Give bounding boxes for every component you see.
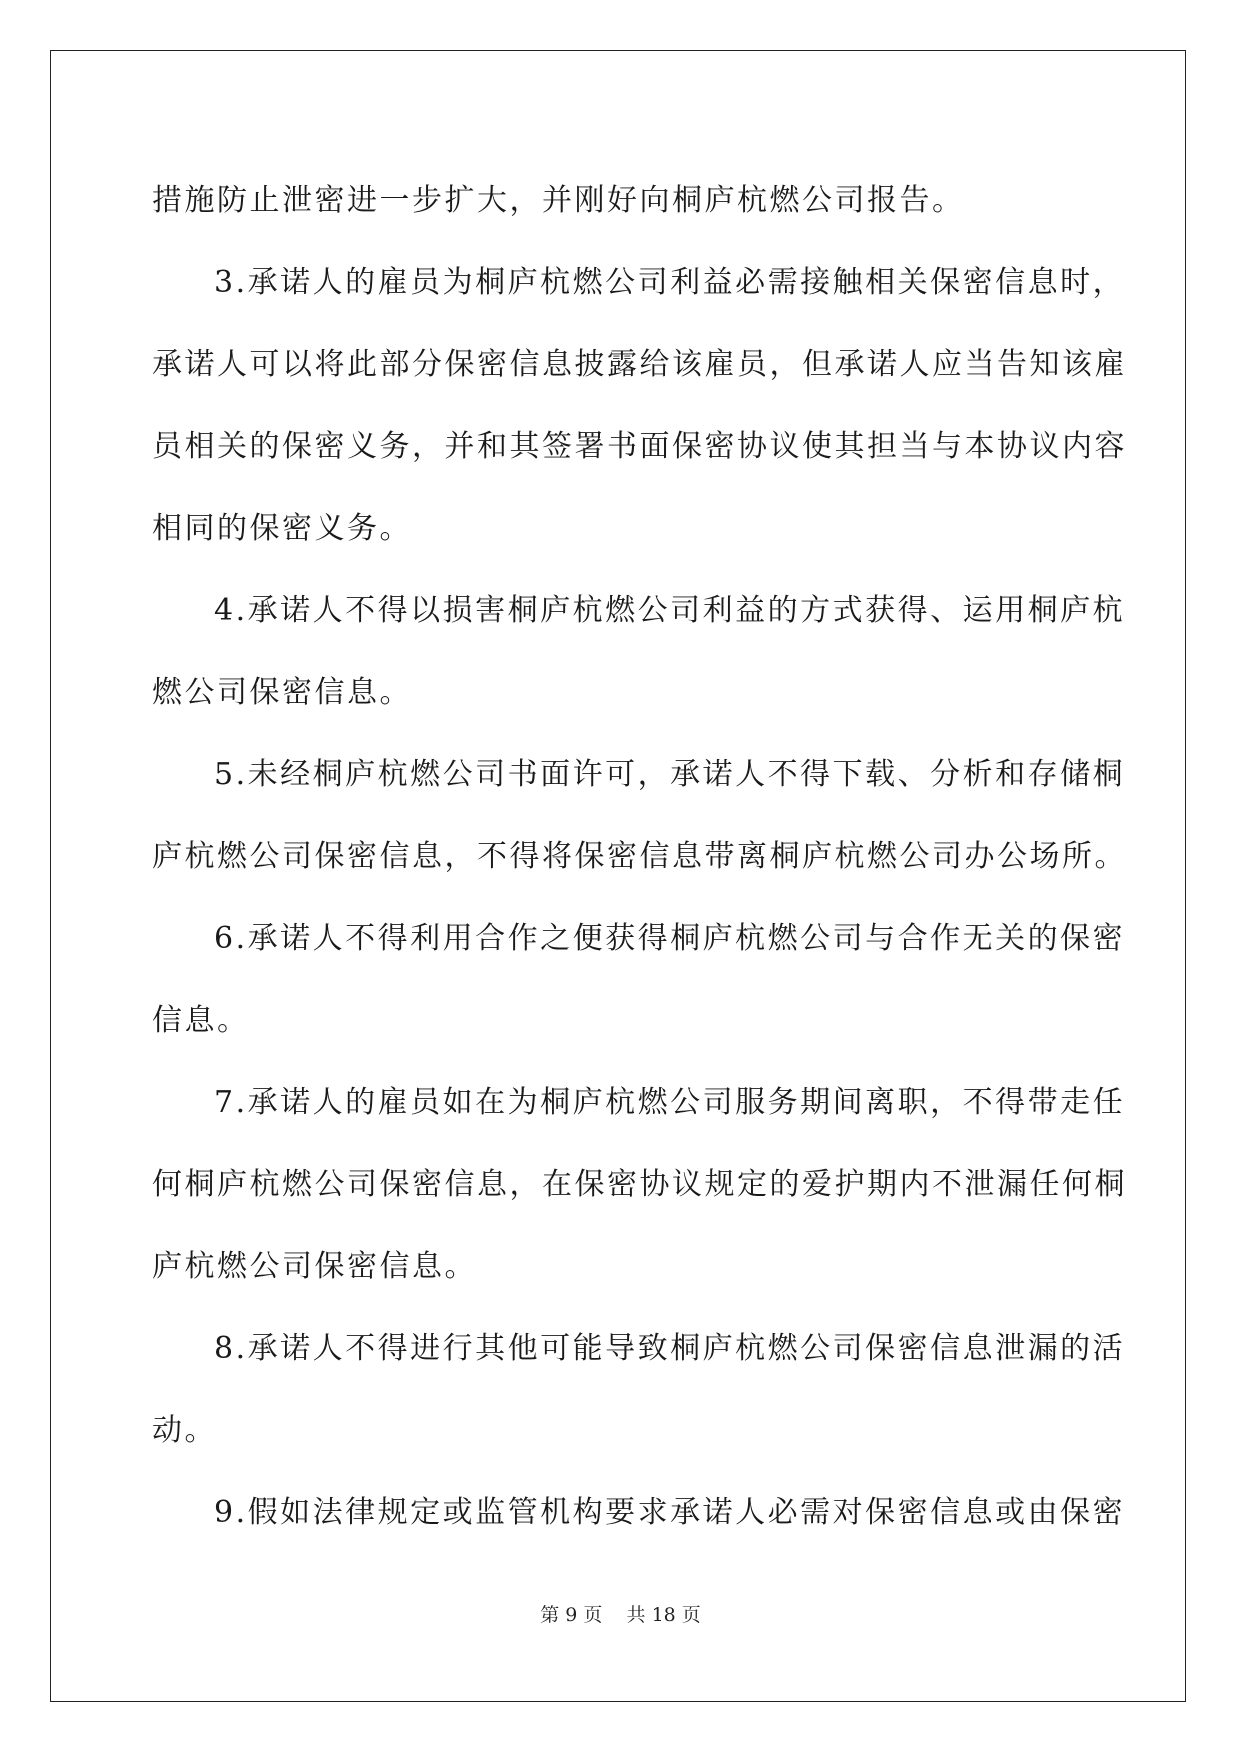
text-line: 8.承诺人不得进行其他可能导致桐庐杭燃公司保密信息泄漏的活 bbox=[214, 1331, 1126, 1366]
text-line: 员相关的保密义务，并和其签署书面保密协议使其担当与本协议内容 bbox=[152, 429, 1127, 464]
text-line: 动。 bbox=[152, 1413, 217, 1448]
text-line: 措施防止泄密进一步扩大，并刚好向桐庐杭燃公司报告。 bbox=[152, 183, 965, 218]
text-line: 7.承诺人的雇员如在为桐庐杭燃公司服务期间离职，不得带走任 bbox=[214, 1085, 1126, 1120]
text-line: 何桐庐杭燃公司保密信息，在保密协议规定的爱护期内不泄漏任何桐 bbox=[152, 1167, 1127, 1202]
page-number: 第 9 页 bbox=[540, 1604, 603, 1626]
document-body bbox=[152, 160, 1127, 1554]
text-line: 4.承诺人不得以损害桐庐杭燃公司利益的方式获得、运用桐庐杭 bbox=[214, 593, 1126, 628]
text-line: 9.假如法律规定或监管机构要求承诺人必需对保密信息或由保密 bbox=[214, 1495, 1126, 1530]
text-line: 6.承诺人不得利用合作之便获得桐庐杭燃公司与合作无关的保密 bbox=[214, 921, 1126, 956]
text-line: 3.承诺人的雇员为桐庐杭燃公司利益必需接触相关保密信息时， bbox=[214, 265, 1126, 300]
page-total: 共 18 页 bbox=[626, 1604, 701, 1626]
text-line: 庐杭燃公司保密信息，不得将保密信息带离桐庐杭燃公司办公场所。 bbox=[152, 839, 1127, 874]
text-line: 5.未经桐庐杭燃公司书面许可，承诺人不得下载、分析和存储桐 bbox=[214, 757, 1126, 792]
text-line: 承诺人可以将此部分保密信息披露给该雇员，但承诺人应当告知该雇 bbox=[152, 347, 1127, 382]
text-line: 燃公司保密信息。 bbox=[152, 675, 412, 710]
text-line: 相同的保密义务。 bbox=[152, 511, 412, 546]
page-footer bbox=[0, 1600, 1241, 1627]
text-line: 信息。 bbox=[152, 1003, 250, 1038]
text-line: 庐杭燃公司保密信息。 bbox=[152, 1249, 477, 1284]
